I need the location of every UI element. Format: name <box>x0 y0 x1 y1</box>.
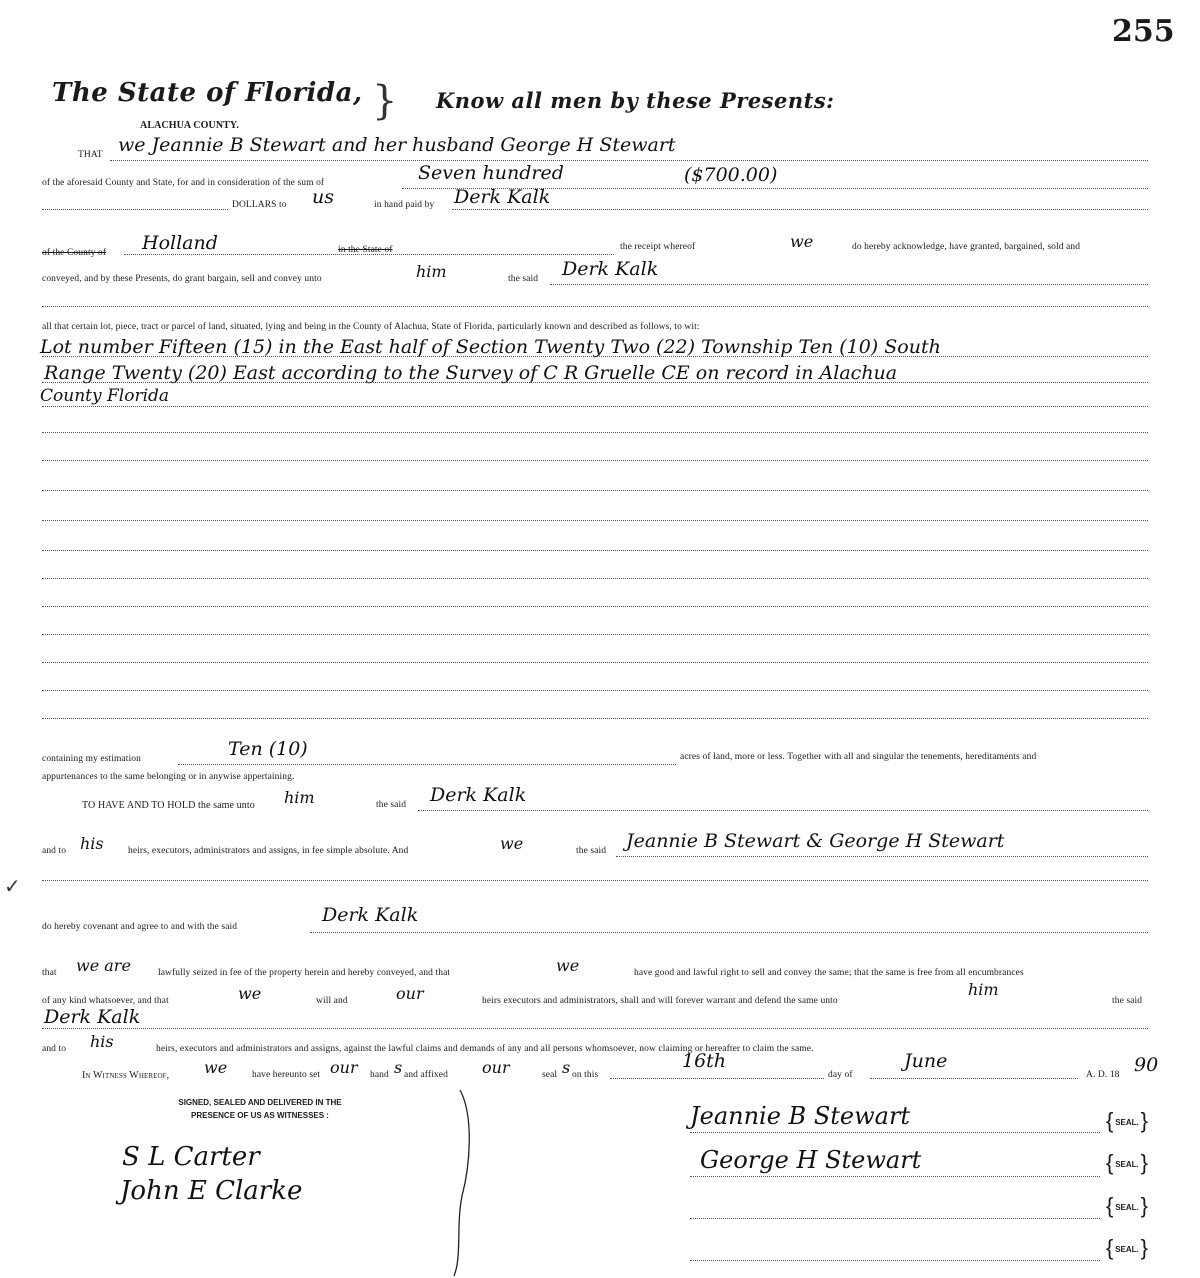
lawfully-label: lawfully seized in fee of the property herein and hereby conveyed, and that <box>158 968 451 978</box>
that-lower-label: that <box>42 968 57 978</box>
the-said-label: the said <box>376 800 407 810</box>
month-handwritten: June <box>904 1050 948 1072</box>
page-number: 255 <box>1112 14 1175 49</box>
county-of-label: of the County of <box>42 248 107 258</box>
witness-heading <box>150 1096 370 1122</box>
heirs-exec-label: heirs executors and administrators, shall and will forever warrant and defend the same unto <box>482 996 838 1006</box>
to-have-said-handwritten: Derk Kalk <box>430 784 527 806</box>
rule-line <box>870 1078 1078 1079</box>
rule-line <box>310 932 1148 933</box>
county-of-handwritten: Holland <box>142 232 218 254</box>
rule-line <box>690 1218 1100 1219</box>
seal-label: seal <box>542 1070 558 1080</box>
dollars-to-label: DOLLARS to <box>232 200 287 210</box>
and-we-handwritten: we <box>500 834 524 853</box>
rule-line <box>42 690 1148 691</box>
rule-line <box>42 490 1148 491</box>
day-handwritten: 16th <box>682 1050 727 1072</box>
day-of-label: day of <box>828 1070 853 1080</box>
will-and-our-handwritten: our <box>396 984 424 1003</box>
on-this-label: on this <box>572 1070 599 1080</box>
grantor-signature-1: Jeannie B Stewart <box>690 1102 911 1130</box>
and-to-his-handwritten: his <box>80 834 104 853</box>
covenant-said-handwritten: Derk Kalk <box>322 904 419 926</box>
affixed-our-handwritten: our <box>482 1058 510 1077</box>
of-any-we-handwritten: we <box>238 984 262 1003</box>
witness-brace <box>440 1086 490 1278</box>
and-to-his2-handwritten: his <box>90 1032 114 1051</box>
unto-him-handwritten: him <box>968 980 999 999</box>
rule-line <box>42 718 1148 719</box>
heirs-fee-label: heirs, executors, administrators and assigns, in fee simple absolute. And <box>128 846 409 856</box>
rule-line <box>42 662 1148 663</box>
dollars-to-handwritten: us <box>312 186 334 208</box>
and-to-label: and to <box>42 846 67 856</box>
rule-line <box>42 606 1148 607</box>
and-that-we-handwritten: we <box>556 956 580 975</box>
of-any-kind-label: of any kind whatsoever, and that <box>42 996 169 1006</box>
all-that-label: all that certain lot, piece, tract or parcel of land, situated, lying and being in the County of Alachua, State of Florida, particularly known and described as follows, to wit: <box>42 322 700 332</box>
in-witness-label: In Witness Whereof, <box>82 1070 170 1081</box>
appurtenances-label: appurtenances to the same belonging or in anywise appertaining. <box>42 772 295 782</box>
rule-line <box>452 209 1148 210</box>
receipt-handwritten: we <box>790 232 814 251</box>
and-to-label: and to <box>42 1044 67 1054</box>
the-said-label: the said <box>576 846 607 856</box>
sum-words-handwritten: Seven hundred <box>418 162 564 184</box>
aforesaid-label: of the aforesaid County and State, for and in consideration of the sum of <box>42 178 325 188</box>
set-our-handwritten: our <box>330 1058 358 1077</box>
will-and-label: will and <box>316 996 348 1006</box>
description-line-3: County Florida <box>40 386 170 406</box>
rule-line <box>42 306 1148 307</box>
paid-by-handwritten: Derk Kalk <box>454 186 551 208</box>
state-of-label: in the State of <box>338 245 393 255</box>
conveyed-label: conveyed, and by these Presents, do grant bargain, sell and convey unto <box>42 274 322 284</box>
know-all-heading: Know all men by these Presents: <box>436 88 835 113</box>
to-have-label: TO HAVE AND TO HOLD the same unto <box>82 800 255 811</box>
seal-box-2: { SEAL. } <box>1108 1153 1146 1175</box>
rule-line <box>42 209 228 210</box>
hand-label: hand <box>370 1070 389 1080</box>
witness-heading-line-2: PRESENCE OF US AS WITNESSES : <box>191 1111 329 1120</box>
seal-box-1: { SEAL. } <box>1108 1111 1146 1133</box>
description-line-1: Lot number Fifteen (15) in the East half of Section Twenty Two (22) Township Ten (10) South <box>40 336 941 358</box>
grantors-said-handwritten: Jeannie B Stewart & George H Stewart <box>626 830 1005 852</box>
rule-line <box>42 550 1148 551</box>
rule-line <box>616 856 1148 857</box>
seal-box-3: { SEAL. } <box>1108 1196 1146 1218</box>
and-affixed-label: and affixed <box>404 1070 448 1080</box>
that-we-are-handwritten: we are <box>76 956 131 975</box>
brace-decoration: } <box>372 78 398 124</box>
rule-line <box>42 406 1148 407</box>
hand-s-handwritten: s <box>394 1058 403 1077</box>
rule-line <box>110 160 1148 161</box>
to-have-unto-handwritten: him <box>284 788 315 807</box>
ad-label: A. D. 18 <box>1086 1070 1120 1080</box>
in-hand-paid-label: in hand paid by <box>374 200 435 210</box>
checkmark-icon: ✓ <box>4 874 21 898</box>
rule-line <box>42 356 1148 357</box>
receipt-label: the receipt whereof <box>620 242 696 252</box>
acknowledge-label: do hereby acknowledge, have granted, bargained, sold and <box>852 242 1081 252</box>
said-handwritten: Derk Kalk <box>562 258 659 280</box>
sum-figure-handwritten: ($700.00) <box>684 164 778 186</box>
witness-we-handwritten: we <box>204 1058 228 1077</box>
witness-1-signature: S L Carter <box>122 1142 260 1172</box>
rule-line <box>610 1078 824 1079</box>
grantors-handwritten: we Jeannie B Stewart and her husband George H Stewart <box>118 134 676 156</box>
have-hereunto-label: have hereunto set <box>252 1070 321 1080</box>
rule-line <box>178 764 676 765</box>
rule-line <box>42 432 1148 433</box>
rule-line <box>690 1176 1100 1177</box>
rule-line <box>124 254 614 255</box>
seal-box-4: { SEAL. } <box>1108 1238 1146 1260</box>
rule-line <box>42 382 1148 383</box>
description-line-2: Range Twenty (20) East according to the Survey of C R Gruelle CE on record in Alachua <box>44 362 898 384</box>
state-title: The State of Florida, <box>52 78 363 108</box>
county-label: ALACHUA COUNTY. <box>140 120 239 131</box>
the-said-label: the said <box>1112 996 1143 1006</box>
acres-label: acres of land, more or less. Together with all and singular the tenements, hereditaments and <box>680 752 1037 762</box>
the-said-label: the said <box>508 274 539 284</box>
rule-line <box>42 1028 1148 1029</box>
rule-line <box>42 578 1148 579</box>
grantor-signature-2: George H Stewart <box>700 1146 922 1174</box>
derk-line-handwritten: Derk Kalk <box>44 1006 141 1028</box>
year-handwritten: 90 <box>1134 1054 1159 1076</box>
rule-line <box>42 460 1148 461</box>
rule-line <box>550 284 1148 285</box>
unto-handwritten: him <box>416 262 447 281</box>
covenant-label: do hereby covenant and agree to and with the said <box>42 922 238 932</box>
witness-2-signature: John E Clarke <box>120 1176 303 1206</box>
rule-line <box>42 634 1148 635</box>
rule-line <box>42 520 1148 521</box>
rule-line <box>690 1132 1100 1133</box>
rule-line <box>418 810 1148 811</box>
acres-handwritten: Ten (10) <box>228 738 308 760</box>
rule-line <box>42 880 1148 881</box>
containing-label: containing my estimation <box>42 754 141 764</box>
witness-heading-line-1: SIGNED, SEALED AND DELIVERED IN THE <box>178 1098 342 1107</box>
have-good-label: have good and lawful right to sell and convey the same; that the same is free from all encumbrances <box>634 968 1024 978</box>
heirs-against-label: heirs, executors and administrators and assigns, against the lawful claims and demands of any and all persons whomsoever, now claiming or hereafter to claim the same. <box>156 1044 814 1054</box>
rule-line <box>690 1260 1100 1261</box>
seal-s-handwritten: s <box>562 1058 571 1077</box>
that-label: THAT <box>78 150 103 160</box>
